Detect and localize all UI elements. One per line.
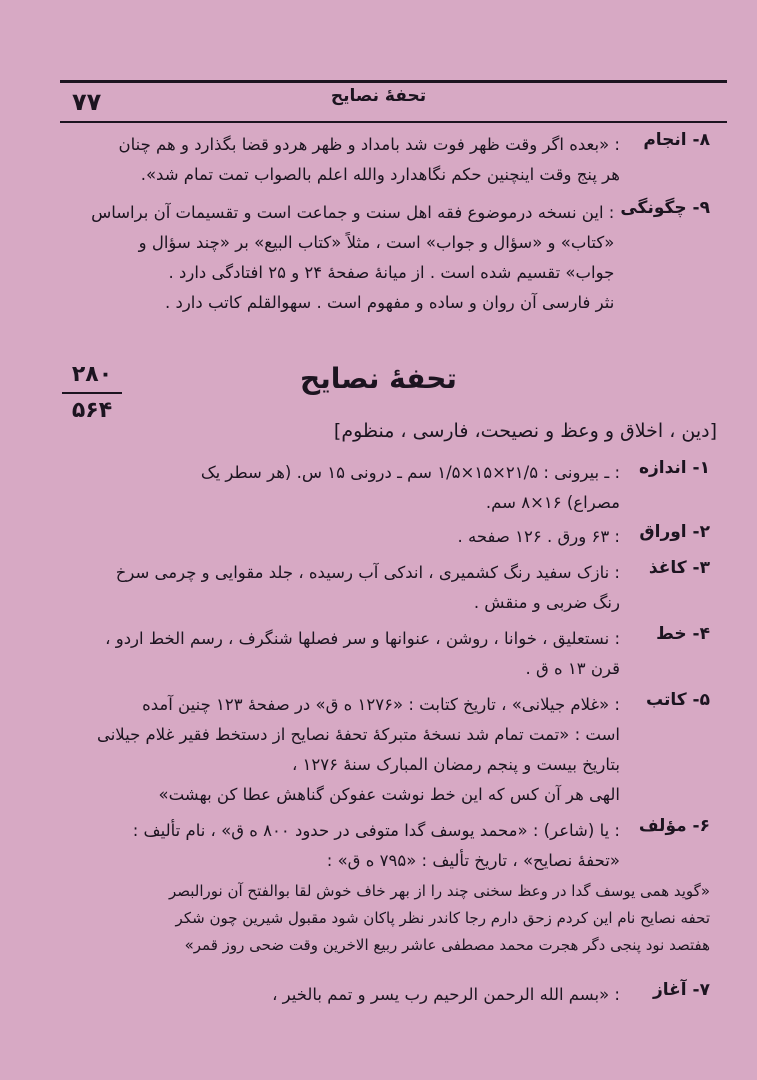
entry-label: ۱- اندازه bbox=[638, 458, 710, 478]
record-number-bottom: ۵۶۴ bbox=[71, 398, 113, 423]
entry-body bbox=[60, 980, 626, 1010]
entry-body bbox=[60, 458, 626, 518]
entry-line: رنگ ضربی و منقش . bbox=[473, 593, 620, 612]
entry-label: ۳- کاغذ bbox=[648, 558, 710, 578]
entry-body bbox=[60, 690, 626, 810]
header-rule-bottom bbox=[60, 121, 727, 123]
entry-line: : «بسم الله الرحمن الرحیم رب یسر و تمم بالخیر ، bbox=[272, 985, 620, 1004]
book-title: تحفهٔ نصایح bbox=[300, 362, 457, 395]
entry-line: الهی هر آن کس که این خط نوشت عفوکن گناهش عطا کن بهشت» bbox=[158, 785, 620, 804]
entry-author bbox=[60, 816, 710, 876]
entry-label: ۷- آغاز bbox=[653, 980, 710, 1000]
entry-label: ۸- انجام bbox=[643, 130, 710, 150]
entry-line: نثر فارسی آن روان و ساده و مفهوم است . سهوالقلم کاتب دارد . bbox=[165, 293, 615, 312]
entry-body bbox=[60, 816, 626, 876]
entry-description bbox=[60, 198, 710, 318]
entry-label: ۶- مؤلف bbox=[638, 816, 710, 836]
running-title: تحفهٔ نصایح bbox=[330, 86, 427, 106]
entry-line: قرن ۱۳ ه ق . bbox=[525, 659, 620, 678]
entry-line: : «غلام جیلانی» ، تاریخ کتابت : «۱۲۷۶ ه ق» در صفحهٔ ۱۲۳ چنین آمده bbox=[142, 695, 620, 714]
entry-scribe bbox=[60, 690, 710, 810]
entry-body bbox=[60, 198, 620, 318]
entry-line: : این نسخه درموضوع فقه اهل سنت و جماعت است و تقسیمات آن براساس bbox=[91, 203, 615, 222]
entry-line: : نازک سفید رنگ کشمیری ، اندکی آب رسیده ، جلد مقوایی و چرمی سرخ bbox=[115, 563, 620, 582]
entry-paper bbox=[60, 558, 710, 618]
entry-line: : نستعلیق ، خوانا ، روشن ، عنوانها و سر فصلها شنگرف ، رسم الخط اردو ، bbox=[105, 629, 620, 648]
entry-size bbox=[60, 458, 710, 518]
entry-body bbox=[60, 522, 626, 552]
entry-body bbox=[60, 130, 626, 190]
poem-line: تحفه نصایح نام این کردم زحق دارم رجا کاندر نظر پاکان شود مقبول شیرین چون شکر bbox=[175, 909, 710, 927]
entry-line: : ـ بیرونی : ۲۱/۵×۱۵×۱/۵ سم ـ درونی ۱۵ س. (هر سطر یک bbox=[200, 463, 620, 482]
entry-incipit bbox=[60, 980, 710, 1010]
entry-line: : ۶۳ ورق . ۱۲۶ صفحه . bbox=[457, 527, 620, 546]
entry-line: است : «تمت تمام شد نسخهٔ متبرکهٔ تحفهٔ نصایح از دستخط فقیر غلام جیلانی bbox=[96, 725, 620, 744]
entry-line: بتاریخ بیست و پنجم رمضان المبارک سنهٔ ۱۲۷۶ ، bbox=[291, 755, 620, 774]
entry-folios bbox=[60, 522, 710, 552]
poem-line: «گوید همی یوسف گدا در وعظ سخنی چند را از بهر خاف خوش لقا بوالفتح آن نورالبصر bbox=[169, 882, 710, 900]
entry-line: : «بعده اگر وقت ظهر فوت شد بامداد و ظهر هردو قضا بگذارد و هم چنان bbox=[118, 135, 620, 154]
record-number-top: ۲۸۰ bbox=[62, 358, 122, 394]
subject-line: [دین ، اخلاق و وعظ و نصیحت، فارسی ، منظوم] bbox=[333, 420, 717, 442]
entry-line: : یا (شاعر) : «محمد یوسف گدا متوفی در حدود ۸۰۰ ه ق» ، نام تألیف : bbox=[132, 821, 620, 840]
page-number: ۷۷ bbox=[72, 88, 102, 116]
entry-ending bbox=[60, 130, 710, 190]
poem-quote bbox=[72, 878, 710, 959]
entry-line: «تحفهٔ نصایح» ، تاریخ تألیف : «۷۹۵ ه ق» : bbox=[326, 851, 620, 870]
entry-line: هر پنج وقت اینچنین حکم نگاهدارد والله اعلم بالصواب تمت تمام شد». bbox=[140, 165, 620, 184]
entry-line: «کتاب» و «سؤال و جواب» است ، مثلاً «کتاب البیع» بر «چند سؤال و bbox=[138, 233, 615, 252]
poem-line: هفتصد نود پنجی دگر هجرت محمد مصطفی عاشر ربیع الاخرین وقت ضحی روز قمر» bbox=[184, 936, 710, 954]
entry-label: ۲- اوراق bbox=[639, 522, 710, 542]
header-rule-top bbox=[60, 80, 727, 83]
entry-line: مصراع) ۱۶×۸ سم. bbox=[485, 493, 620, 512]
entry-script bbox=[60, 624, 710, 684]
entry-body bbox=[60, 558, 626, 618]
entry-label: ۴- خط bbox=[656, 624, 710, 644]
entry-label: ۹- چگونگی bbox=[620, 198, 710, 218]
entry-body bbox=[60, 624, 626, 684]
entry-line: جواب» تقسیم شده است . از میانهٔ صفحهٔ ۲۴ و ۲۵ افتادگی دارد . bbox=[168, 263, 615, 282]
entry-label: ۵- کاتب bbox=[645, 690, 710, 710]
